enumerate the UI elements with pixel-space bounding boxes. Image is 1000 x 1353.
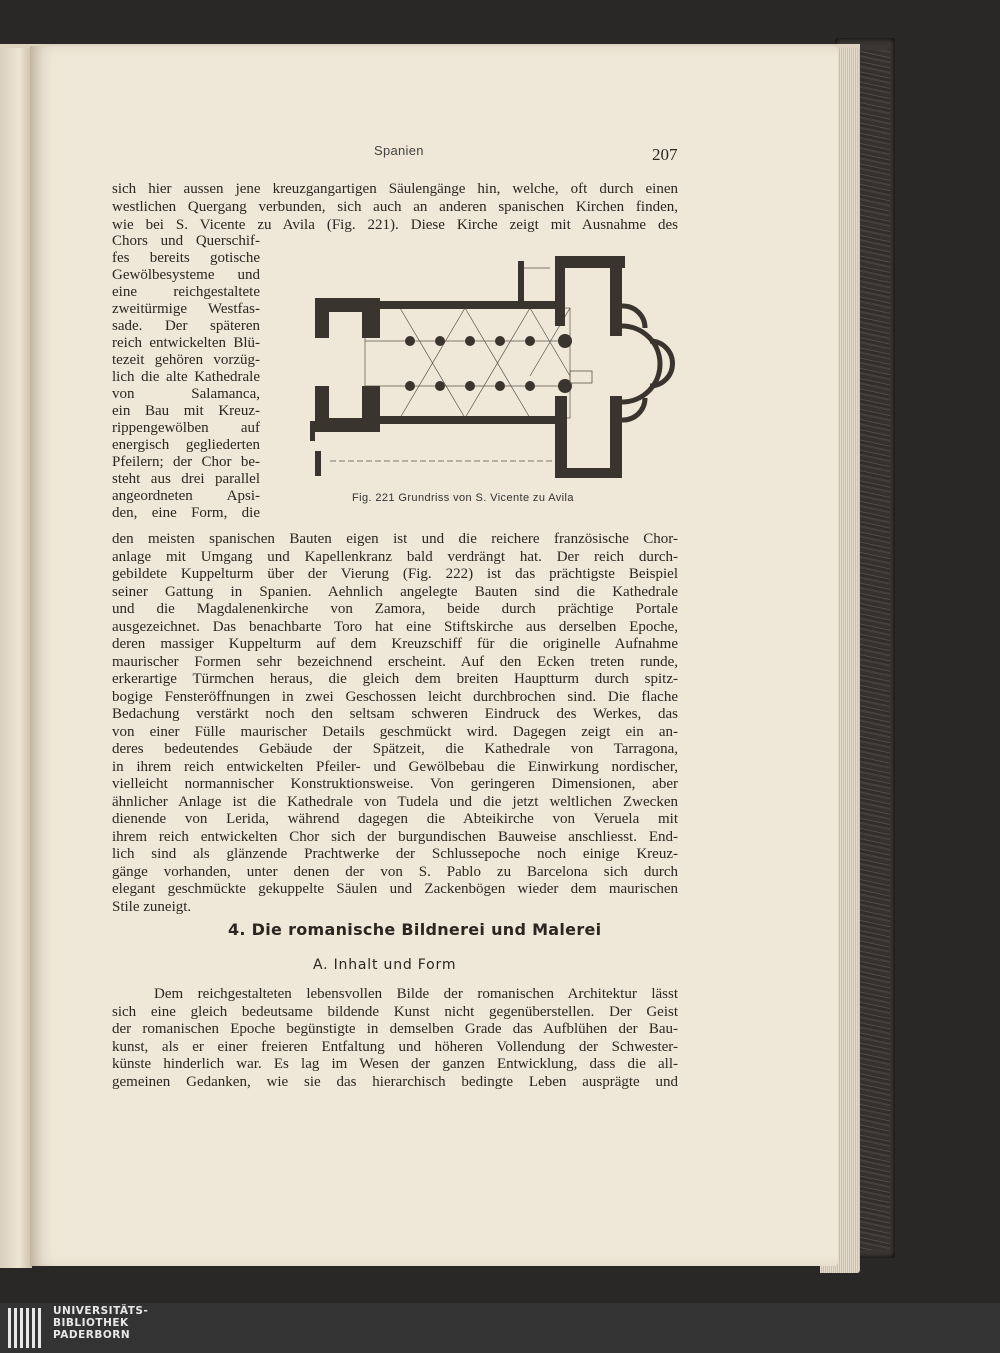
text-line: fes bereits gotische <box>112 250 260 266</box>
text-line: Dem reichgestalteten lebensvollen Bilde der romanischen Architektur lässt <box>154 986 678 1002</box>
text-line: dienende von Lerida, während dagegen die Abteikirche von Veruela mit <box>112 811 678 827</box>
text-line: ein Bau mit Kreuz- <box>112 403 260 419</box>
text-line: zweitürmige Westfas- <box>112 301 260 317</box>
text-line: Gewölbesysteme und <box>112 267 260 283</box>
text-line: wie bei S. Vicente zu Avila (Fig. 221). Diese Kirche zeigt mit Ausnahme des <box>112 217 678 233</box>
text-line: steht aus drei parallel <box>112 471 260 487</box>
text-line: lich sind als glänzende Prachtwerke der Schlussepoche noch einige Kreuz- <box>112 846 678 862</box>
sub-heading: A. Inhalt und Form <box>313 957 457 973</box>
text-line: seiner Gattung in Spanien. Aehnlich angelegte Bauten sind die Kathedrale <box>112 583 678 600</box>
floor-plan-figure <box>310 246 682 480</box>
figure-caption: Fig. 221 Grundriss von S. Vicente zu Avila <box>352 492 574 504</box>
section-heading: 4. Die romanische Bildnerei und Malerei <box>228 920 602 939</box>
text-line: maurischer Formen sehr bezeichnend erscheint. Auf den Ecken treten runde, <box>112 653 678 670</box>
text-line: bogige Fensteröffnungen in zwei Geschossen leicht durchbrochen sind. Die flache <box>112 688 678 705</box>
running-title: Spanien <box>374 143 424 158</box>
text-line: sade. Der späteren <box>112 318 260 334</box>
facing-page-edge <box>0 48 32 1268</box>
text-line: Stile zuneigt. <box>112 898 192 915</box>
text-line: gebildete Kuppelturm über der Vierung (Fig. 222) ist das prächtigste Beispiel <box>112 566 678 582</box>
text-line: rippengewölben auf <box>112 420 260 436</box>
text-line: Chors und Querschif- <box>112 233 260 249</box>
text-line: ausgezeichnet. Das benachbarte Toro hat eine Stiftskirche aus derselben Epoche, <box>112 618 678 635</box>
text-line: gemeinen Gedanken, wie sie das hierarchisch bedingte Leben ausprägte und <box>112 1073 678 1090</box>
text-line: anlage mit Umgang und Kapellenkranz bald verdrängt hat. Der reich durch- <box>112 548 678 565</box>
text-line: Bedachung verstärkt noch den seltsam schweren Eindruck des Werkes, das <box>112 706 678 722</box>
library-footer <box>0 1303 1000 1353</box>
text-line: der romanischen Epoche begünstigte in demselben Grade das Aufblühen der Bau- <box>112 1021 678 1037</box>
text-line: sich hier aussen jene kreuzgangartigen Säulengänge hin, welche, oft durch einen <box>112 181 678 197</box>
text-line: von Salamanca, <box>112 386 260 402</box>
text-line: und die Magdalenenkirche von Zamora, beide durch prächtige Portale <box>112 601 678 617</box>
text-line: vielleicht normannischer Konstruktionsweise. Von geringeren Dimensionen, aber <box>112 776 678 792</box>
page-number: 207 <box>652 145 678 164</box>
text-line: kunst, als er einer freieren Entfaltung und höheren Vollendung der Schwester- <box>112 1038 678 1055</box>
text-line: eine reichgestaltete <box>112 284 260 300</box>
logo-text-line: PADERBORN <box>53 1329 131 1341</box>
text-line: ähnlicher Anlage ist die Kathedrale von Tudela und die jetzt weltlichen Zwecken <box>112 793 678 810</box>
text-line: elegant geschmückte gekuppelte Säulen und Zackenbögen wieder dem maurischen <box>112 881 678 897</box>
text-line: den, eine Form, die <box>112 505 260 521</box>
text-line: deren massiger Kuppelturm auf dem Kreuzschiff für die originelle Aufnahme <box>112 636 678 652</box>
text-line: von einer Fülle maurischer Details geschmückt wird. Dagegen zeigt ein an- <box>112 723 678 740</box>
text-line: energisch gegliederten <box>112 437 260 453</box>
text-line: Pfeilern; der Chor be- <box>112 454 260 470</box>
logo-text-line: UNIVERSITÄTS- <box>53 1305 149 1317</box>
text-line: künste hinderlich war. Es lag im Wesen der ganzen Entwicklung, dass die all- <box>112 1056 678 1072</box>
text-line: lich die alte Kathedrale <box>112 369 260 385</box>
text-line: den meisten spanischen Bauten eigen ist und die reichere französische Chor- <box>112 531 678 547</box>
text-line: gänge vorhanden, unter denen der von S. Pablo zu Barcelona sich durch <box>112 863 678 880</box>
text-line: angeordneten Apsi- <box>112 488 260 504</box>
library-logo-icon <box>6 1306 46 1350</box>
text-line: westlichen Quergang verbunden, sich auch an anderen spanischen Kirchen finden, <box>112 199 678 215</box>
text-line: in ihrem reich entwickelten Pfeiler- und Gewölbebau die Einwirkung nordischer, <box>112 758 678 775</box>
text-line: tezeit gehören vorzüg- <box>112 352 260 368</box>
logo-text-line: BIBLIOTHEK <box>53 1317 129 1329</box>
text-line: deres bedeutendes Gebäude der Spätzeit, die Kathedrale von Tarragona, <box>112 741 678 757</box>
text-line: reich entwickelten Blü- <box>112 335 260 351</box>
text-line: erkerartige Türmchen heraus, die gleich dem breiten Hauptturm durch spitz- <box>112 671 678 687</box>
text-line: ihrem reich entwickelten Chor sich der burgundischen Bauweise anschliesst. End- <box>112 828 678 845</box>
text-line: sich eine gleich bedeutsame bildende Kunst nicht gegenüberstellen. Der Geist <box>112 1003 678 1020</box>
